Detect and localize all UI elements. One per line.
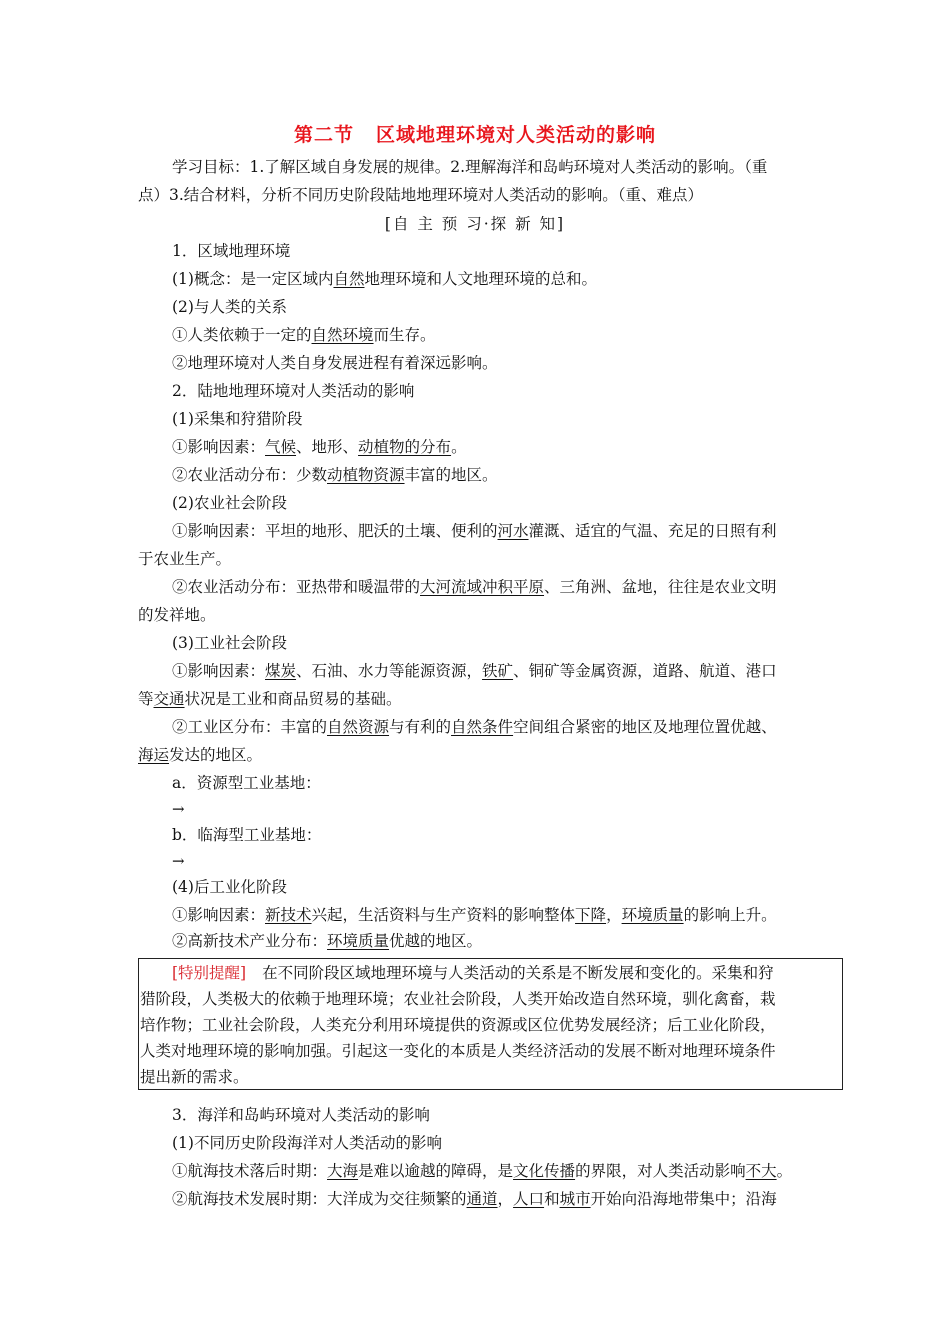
text: 等: [138, 690, 154, 708]
reminder-line-1: [172, 962, 774, 984]
answer-blank: 自然资源: [327, 718, 390, 736]
text: ①影响因素：: [172, 662, 266, 680]
section-name: 区域地理环境对人类活动的影响: [376, 124, 657, 146]
resource-industrial-base: a．资源型工业基地：: [172, 774, 321, 792]
text: 、三角洲、盆地，往往是农业文明: [544, 578, 777, 596]
paragraph-agri-distribution-cont: 的发祥地。: [138, 606, 216, 624]
text: ，: [497, 1190, 514, 1208]
subheading-agricultural: (2)农业社会阶段: [172, 494, 287, 512]
paragraph-post-industrial-factors: [172, 904, 777, 926]
text: 灌溉、适宜的气温、充足的日照有利: [528, 522, 777, 540]
text: ①人类依赖于一定的: [172, 326, 312, 344]
paragraph-agri-factors: [172, 520, 777, 542]
text: 和: [544, 1190, 560, 1208]
answer-blank: 自然: [333, 270, 365, 288]
answer-blank: 下降: [575, 906, 607, 924]
paragraph-gathering-factors: [172, 436, 467, 458]
text: ②农业活动分布：少数: [172, 466, 328, 484]
page-title: [0, 120, 950, 147]
coastal-industrial-base: b．临海型工业基地：: [172, 826, 322, 844]
text: 空间组合紧密的地区及地理位置优越、: [513, 718, 777, 736]
section-number: 第二节: [293, 124, 354, 146]
paragraph-gathering-distribution: [172, 464, 498, 486]
text: 。: [776, 1162, 793, 1180]
text: 发达的地区。: [169, 746, 263, 764]
answer-blank: 不大: [745, 1162, 777, 1180]
text: 在不同阶段区域地理环境与人类活动的关系是不断发展和变化的。采集和狩: [262, 964, 774, 982]
answer-blank: 气候: [265, 438, 297, 456]
text: (1)概念：是一定区域内: [172, 270, 334, 288]
paragraph-industrial-distribution: [172, 716, 777, 738]
text: 地理环境和人文地理环境的总和。: [364, 270, 597, 288]
answer-blank: 交通: [153, 690, 185, 708]
reminder-line-4: 人类对地理环境的影响加强。引起这一变化的本质是人类经济活动的发展不断对地理环境条件: [140, 1042, 776, 1060]
answer-blank: 城市: [559, 1190, 591, 1208]
heading-land-environment: 2．陆地地理环境对人类活动的影响: [172, 382, 415, 400]
text: ①影响因素：: [172, 906, 266, 924]
answer-blank: 海运: [138, 746, 170, 764]
text: ①影响因素：: [172, 438, 266, 456]
text: 的影响上升。: [683, 906, 777, 924]
answer-blank: 动植物资源: [327, 466, 405, 484]
paragraph-navigation-backward: [172, 1160, 792, 1182]
text: 开始向沿海地带集中；沿海: [590, 1190, 777, 1208]
section-banner: [自 主 预 习·探 新 知]: [384, 215, 566, 233]
paragraph-relation-2: ②地理环境对人类自身发展进程有着深远影响。: [172, 354, 498, 372]
arrow-icon: →: [172, 800, 185, 818]
text: 、铜矿等金属资源，道路、航道、港口: [513, 662, 777, 680]
answer-blank: 自然环境: [311, 326, 374, 344]
reminder-label: [特别提醒]: [172, 964, 247, 982]
paragraph-industrial-distribution-cont: [138, 744, 262, 766]
text: 的界限，对人类活动影响: [575, 1162, 746, 1180]
text: 优越的地区。: [389, 932, 483, 950]
subheading-ocean-history: (1)不同历史阶段海洋对人类活动的影响: [172, 1134, 442, 1152]
paragraph-agri-factors-cont: 于农业生产。: [138, 550, 232, 568]
reminder-line-2: 猎阶段，人类极大的依赖于地理环境；农业社会阶段，人类开始改造自然环境，驯化禽畜，栽: [140, 990, 776, 1008]
text: ①航海技术落后时期：: [172, 1162, 328, 1180]
answer-blank: 煤炭: [265, 662, 297, 680]
answer-blank: 环境质量: [327, 932, 390, 950]
answer-blank: 通道: [466, 1190, 498, 1208]
text: 丰富的地区。: [404, 466, 498, 484]
paragraph-agri-distribution: [172, 576, 777, 598]
text: ②农业活动分布：亚热带和暖温带的: [172, 578, 421, 596]
answer-blank: 人口: [513, 1190, 545, 1208]
text: 兴起，生活资料与生产资料的影响整体: [311, 906, 576, 924]
text: 状况是工业和商品贸易的基础。: [184, 690, 402, 708]
paragraph-industrial-factors-cont: [138, 688, 402, 710]
answer-blank: 大海: [327, 1162, 359, 1180]
paragraph-industrial-factors: [172, 660, 777, 682]
text: 、地形、: [296, 438, 359, 456]
text: ①影响因素：平坦的地形、肥沃的土壤、便利的: [172, 522, 498, 540]
text: ②航海技术发展时期：大洋成为交往频繁的: [172, 1190, 467, 1208]
answer-blank: 动植物的分布: [358, 438, 452, 456]
paragraph-high-tech-distribution: [172, 930, 482, 952]
text: ②高新技术产业分布：: [172, 932, 328, 950]
answer-blank: 文化传播: [513, 1162, 576, 1180]
subheading-gathering-hunting: (1)采集和狩猎阶段: [172, 410, 303, 428]
text: ，: [606, 906, 622, 924]
reminder-line-5: 提出新的需求。: [140, 1068, 249, 1086]
answer-blank: 河水: [497, 522, 529, 540]
subheading-post-industrial: (4)后工业化阶段: [172, 878, 287, 896]
answer-blank: 大河流域冲积平原: [420, 578, 545, 596]
text: 、石油、水力等能源资源，: [296, 662, 483, 680]
text: 。: [451, 438, 467, 456]
subheading-relation: (2)与人类的关系: [172, 298, 287, 316]
learning-goals-line-2: 点）3.结合材料，分析不同历史阶段陆地地理环境对人类活动的影响。（重、难点）: [138, 186, 704, 204]
paragraph-concept: [172, 268, 597, 290]
arrow-icon: →: [172, 852, 185, 870]
answer-blank: 新技术: [265, 906, 312, 924]
text: ②工业区分布：丰富的: [172, 718, 328, 736]
paragraph-navigation-developed: [172, 1188, 777, 1210]
subheading-industrial: (3)工业社会阶段: [172, 634, 287, 652]
heading-ocean-island: 3．海洋和岛屿环境对人类活动的影响: [172, 1106, 430, 1124]
answer-blank: 自然条件: [451, 718, 514, 736]
heading-regional-environment: 1．区域地理环境: [172, 242, 291, 260]
text: 是难以逾越的障碍，是: [358, 1162, 514, 1180]
answer-blank: 环境质量: [621, 906, 684, 924]
answer-blank: 铁矿: [482, 662, 514, 680]
reminder-line-3: 培作物；工业社会阶段，人类充分利用环境提供的资源或区位优势发展经济；后工业化阶段，: [140, 1016, 776, 1034]
learning-goals-line-1: 学习目标：1.了解区域自身发展的规律。2.理解海洋和岛屿环境对人类活动的影响。（重: [172, 158, 768, 176]
paragraph-relation-1: [172, 324, 436, 346]
text: 与有利的: [389, 718, 452, 736]
text: 而生存。: [373, 326, 436, 344]
